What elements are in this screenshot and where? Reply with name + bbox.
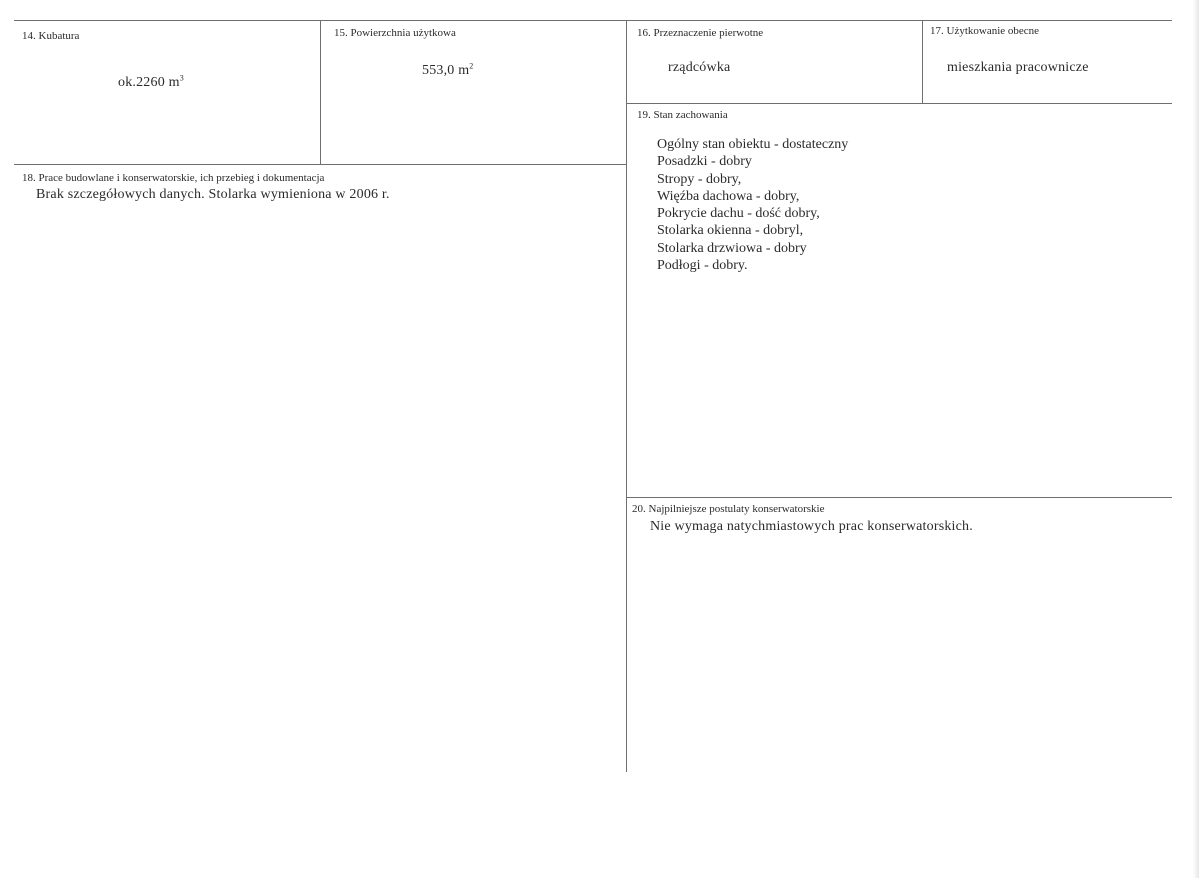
- kubatura-value: [118, 75, 184, 91]
- prace-label: 18. Prace budowlane i konserwatorskie, ich przebieg i dokumentacja: [22, 172, 325, 184]
- divider-14-15: [320, 20, 321, 165]
- stan-line: Stolarka drzwiowa - dobry: [657, 240, 807, 256]
- stan-line: Posadzki - dobry: [657, 154, 752, 170]
- stan-line: Pokrycie dachu - dość dobry,: [657, 206, 820, 222]
- prace-value: Brak szczegółowych danych. Stolarka wymieniona w 2006 r.: [36, 187, 390, 202]
- stan-line: Ogólny stan obiektu - dostateczny: [657, 137, 849, 152]
- powierzchnia-value-text: 553,0 m: [422, 63, 470, 78]
- uzytkowanie-label: 17. Użytkowanie obecne: [930, 25, 1040, 37]
- stan-label: 19. Stan zachowania: [637, 109, 728, 121]
- postulaty-label: 20. Najpilniejsze postulaty konserwatorskie: [632, 503, 825, 515]
- stan-line: Stropy - dobry,: [657, 171, 742, 187]
- przeznaczenie-label: 16. Przeznaczenie pierwotne: [637, 27, 764, 39]
- row-divider-19-20: [626, 497, 1172, 498]
- stan-line: Podłogi - dobry.: [657, 258, 748, 274]
- przeznaczenie-value: rządcówka: [668, 60, 731, 75]
- row-divider-16-19: [626, 103, 1172, 104]
- stan-line: Stolarka okienna - dobryl,: [657, 223, 804, 239]
- kubatura-label: 14. Kubatura: [22, 30, 80, 42]
- uzytkowanie-value: mieszkania pracownicze: [947, 60, 1089, 75]
- kubatura-value-text: ok.2260 m: [118, 75, 180, 90]
- scan-edge-shadow: [1193, 0, 1199, 878]
- powierzchnia-unit-exponent: 2: [469, 61, 474, 71]
- row-divider-15-18: [14, 164, 626, 165]
- powierzchnia-label: 15. Powierzchnia użytkowa: [334, 27, 456, 39]
- top-border: [14, 20, 1172, 21]
- postulaty-value: Nie wymaga natychmiastowych prac konserwatorskich.: [650, 519, 973, 534]
- powierzchnia-value: [422, 63, 474, 79]
- stan-lines: [657, 136, 848, 274]
- divider-left-right: [626, 20, 627, 772]
- divider-16-17: [922, 20, 923, 104]
- stan-line: Więźba dachowa - dobry,: [657, 188, 800, 204]
- kubatura-unit-exponent: 3: [179, 73, 184, 83]
